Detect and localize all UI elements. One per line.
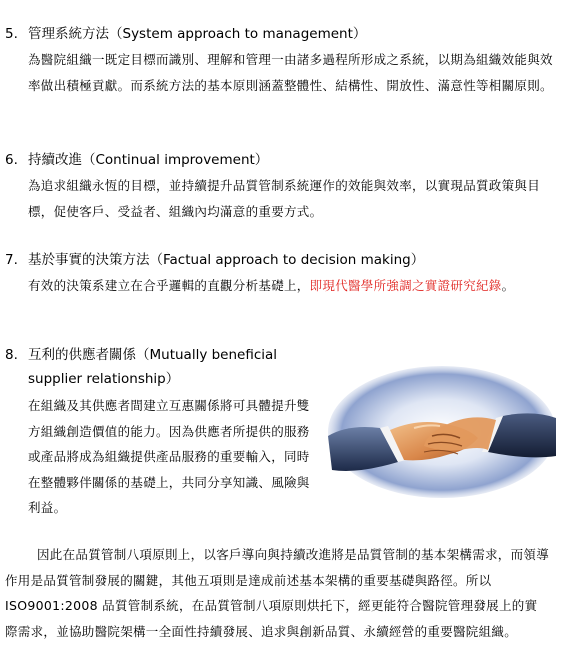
item-number: 5. [5,26,18,42]
conclusion-paragraph: 因此在品質管制八項原則上，以客戶導向與持續改進將是品質管制的基本架構需求，而領導作用是品質管制發展的關鍵，其他五項則是達成前述基本架構的重要基礎與路徑。所以 ISO9001:2008 品質管制系統，在品質管制八項原則烘托下，經更能符合醫院管理發展上的實際需求，並協助醫院架構一全面性持續發展、追求與創新品質、永續經營的重要醫院組織。 [5,547,550,639]
item-heading-line2: supplier relationship） [28,371,180,387]
item-body-highlight: 即現代醫學所強調之實證研究紀錄 [309,278,502,293]
item-body-end: 。 [501,278,515,293]
item-heading-line1: 互利的供應者關係（Mutually beneficial [28,347,278,363]
item-body-text: 有效的決策系建立在合乎邏輯的直觀分析基礎上， [28,278,310,293]
item-body [28,273,553,299]
handshake-illustration [328,366,556,498]
item-number: 8. [5,347,18,363]
item-number: 6. [5,152,18,168]
item-body: 為醫院組織一既定目標而識別、理解和管理一由諸多過程所形成之系統，以期為組織效能與效率做出積極貢獻。而系統方法的基本原則涵蓋整體性、結構性、開放性、滿意性等相關原則。 [28,52,553,93]
item-body: 為追求組織永恆的目標，並持續提升品質管制系統運作的效能與效率，以實現品質政策與目標，促使客戶、受益者、組織內均滿意的重要方式。 [28,178,541,219]
item-number: 7. [5,252,18,268]
item-heading: 基於事實的決策方法（Factual approach to decision making） [28,252,425,268]
item-heading: 持續改進（Continual improvement） [28,152,269,168]
item-body: 在組織及其供應者間建立互惠關係將可具體提升雙方組織創造價值的能力。因為供應者所提供的服務或產品將成為組織提供產品服務的重要輸入，同時在整體夥伴關係的基礎上，共同分享知識、風險與利益。 [28,398,310,515]
item-heading: 管理系統方法（System approach to management） [28,26,367,42]
